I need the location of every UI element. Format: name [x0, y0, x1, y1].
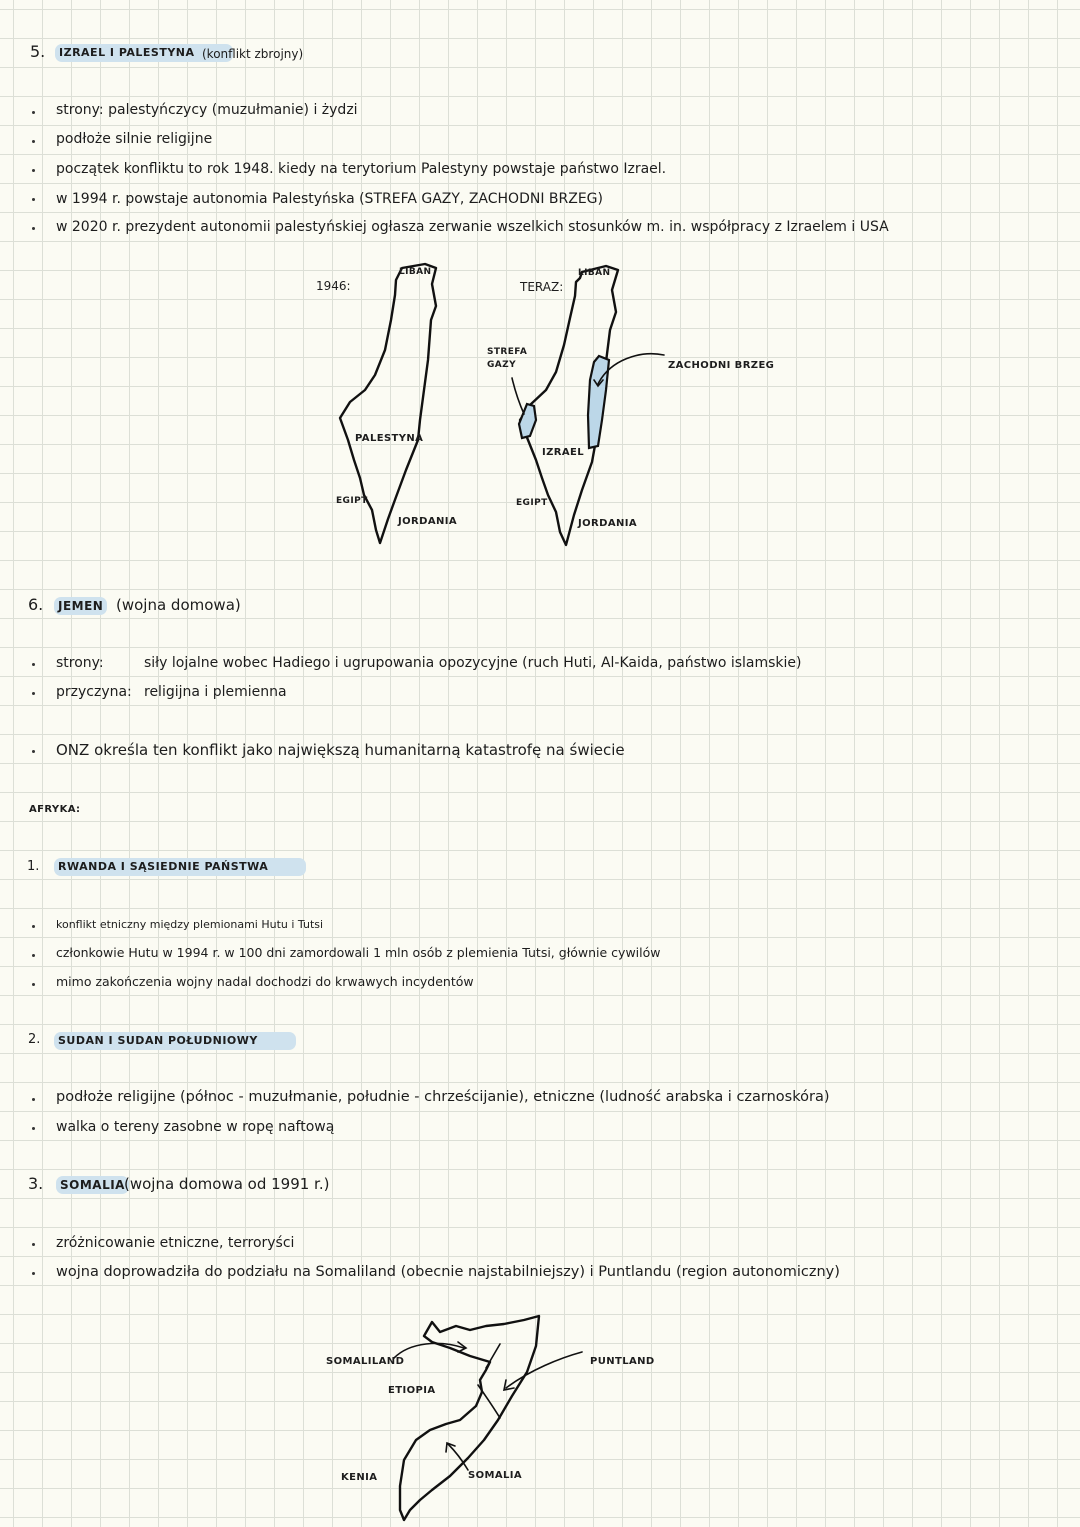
- map-label-izrael: IZRAEL: [542, 447, 585, 458]
- map-label-zachodni-brzeg: ZACHODNI BRZEG: [668, 360, 775, 371]
- section-subtitle: (wojna domowa od 1991 r.): [124, 1175, 330, 1193]
- bullet-dot: [32, 1243, 35, 1246]
- map-label-liban: LIBAN: [399, 267, 432, 277]
- region-heading: AFRYKA:: [29, 804, 81, 815]
- map-year-label: 1946:: [316, 279, 351, 293]
- section-number: 3.: [28, 1174, 44, 1193]
- somalia-map: [320, 1300, 660, 1527]
- section-subtitle: (wojna domowa): [116, 596, 241, 614]
- section-number: 1.: [27, 859, 40, 874]
- map-label-etiopia: ETIOPIA: [388, 1385, 436, 1396]
- bullet-dot: [32, 663, 35, 666]
- section-number: 5.: [30, 42, 46, 61]
- list-item: mimo zakończenia wojny nadal dochodzi do krwawych incydentów: [56, 974, 474, 989]
- map-label-jordania: JORDANIA: [398, 516, 457, 527]
- list-item: członkowie Hutu w 1994 r. w 100 dni zamordowali 1 mln osób z plemienia Tutsi, głównie cywilów: [56, 945, 661, 960]
- section-title: IZRAEL I PALESTYNA: [55, 44, 233, 62]
- map-label-egipt: EGIPT: [336, 496, 368, 506]
- przyczyna-label: przyczyna:: [56, 684, 132, 700]
- map-label-jordania: JORDANIA: [578, 518, 637, 529]
- przyczyna-text: religijna i plemienna: [144, 684, 287, 700]
- map-label-strefa-gazy: STREFA: [487, 347, 528, 357]
- section-number: 2.: [28, 1032, 41, 1047]
- map-label-liban: LIBAN: [578, 268, 611, 278]
- section-number: 6.: [28, 595, 44, 614]
- list-item: ONZ określa ten konflikt jako największą humanitarną katastrofę na świecie: [56, 741, 625, 759]
- map-label-puntland: PUNTLAND: [590, 1356, 655, 1367]
- bullet-dot: [32, 1272, 35, 1275]
- list-item: zróżnicowanie etniczne, terroryści: [56, 1235, 295, 1251]
- section-title: RWANDA I SĄSIEDNIE PAŃSTWA: [54, 858, 306, 876]
- section-title: SUDAN I SUDAN POŁUDNIOWY: [54, 1032, 296, 1050]
- bullet-dot: [32, 1098, 35, 1101]
- bullet-dot: [32, 954, 35, 957]
- section-subtitle: (konflikt zbrojny): [202, 47, 304, 61]
- bullet-dot: [32, 692, 35, 695]
- bullet-dot: [32, 169, 35, 172]
- bullet-dot: [32, 140, 35, 143]
- map-label-palestyna: PALESTYNA: [355, 433, 424, 444]
- bullet-dot: [32, 925, 35, 928]
- map-label-kenia: KENIA: [341, 1472, 378, 1483]
- map-label-somaliland: SOMALILAND: [326, 1356, 405, 1367]
- bullet-dot: [32, 227, 35, 230]
- bullet-dot: [32, 1127, 35, 1130]
- list-item: początek konfliktu to rok 1948. kiedy na terytorium Palestyny powstaje państwo Izrael.: [56, 161, 667, 177]
- strony-label: strony:: [56, 655, 104, 671]
- bullet-dot: [32, 983, 35, 986]
- palestine-1946-map: [300, 255, 480, 555]
- strony-text: siły lojalne wobec Hadiego i ugrupowania opozycyjne (ruch Huti, Al-Kaida, państwo islamskie): [144, 655, 802, 671]
- list-item: wojna doprowadziła do podziału na Somaliland (obecnie najstabilniejszy) i Puntlandu (region autonomiczny): [56, 1264, 840, 1280]
- map-now-label: TERAZ:: [520, 280, 564, 294]
- list-item: podłoże religijne (północ - muzułmanie, południe - chrześcijanie), etniczne (ludność arabska i czarnoskóra): [56, 1089, 830, 1105]
- bullet-dot: [32, 198, 35, 201]
- map-label-egipt: EGIPT: [516, 498, 548, 508]
- section-title: SOMALIA: [56, 1176, 129, 1194]
- bullet-dot: [32, 111, 35, 114]
- list-item: w 2020 r. prezydent autonomii palestyńskiej ogłasza zerwanie wszelkich stosunków m. in. współpracy z Izraelem i USA: [56, 219, 889, 235]
- list-item: konflikt etniczny między plemionami Hutu i Tutsi: [56, 918, 324, 931]
- map-label-somalia: SOMALIA: [468, 1470, 523, 1481]
- list-item: strony: palestyńczycy (muzułmanie) i żydzi: [56, 102, 358, 118]
- list-item: walka o tereny zasobne w ropę naftową: [56, 1119, 335, 1135]
- map-label-strefa-gazy: GAZY: [487, 360, 516, 370]
- list-item: podłoże silnie religijne: [56, 131, 213, 147]
- bullet-dot: [32, 750, 35, 753]
- list-item: w 1994 r. powstaje autonomia Palestyńska (STREFA GAZY, ZACHODNI BRZEG): [56, 191, 603, 207]
- section-title: JEMEN: [54, 597, 107, 615]
